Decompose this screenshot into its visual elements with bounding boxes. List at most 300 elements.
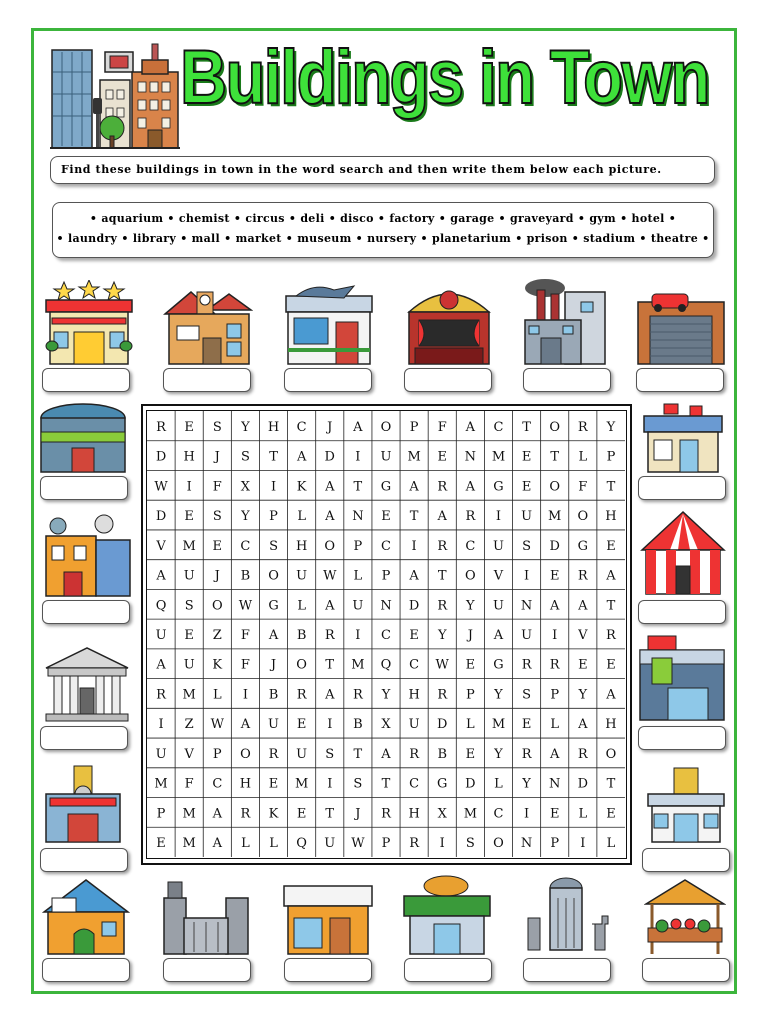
grid-letter[interactable]: A	[325, 479, 335, 495]
grid-letter[interactable]: O	[549, 419, 561, 435]
grid-letter[interactable]: H	[605, 509, 617, 525]
grid-letter[interactable]: C	[240, 538, 251, 554]
grid-letter[interactable]: L	[297, 509, 306, 525]
grid-letter[interactable]: N	[464, 449, 477, 465]
grid-letter[interactable]: W	[238, 598, 253, 614]
deli-market-icon	[400, 874, 494, 956]
answer-box-hotel[interactable]	[42, 368, 130, 392]
grid-letter[interactable]: G	[268, 598, 279, 614]
grid-letter[interactable]: M	[154, 776, 168, 792]
grid-letter[interactable]: R	[577, 568, 588, 584]
grid-letter[interactable]: A	[606, 568, 616, 584]
grid-letter[interactable]: N	[352, 509, 364, 525]
answer-box-prison[interactable]	[163, 958, 251, 982]
grid-letter[interactable]: P	[381, 568, 391, 584]
grid-letter[interactable]: I	[327, 717, 333, 733]
graveyard-icon	[522, 874, 610, 956]
grid-letter[interactable]: E	[409, 628, 419, 643]
grid-letter[interactable]: L	[241, 836, 250, 852]
grid-letter[interactable]: R	[437, 687, 448, 703]
grid-letter[interactable]: T	[325, 806, 335, 822]
grid-letter[interactable]: E	[212, 538, 223, 554]
grid-letter[interactable]: P	[381, 836, 391, 852]
grid-letter[interactable]: R	[577, 419, 588, 435]
grid-letter[interactable]: G	[577, 538, 589, 554]
grid-letter[interactable]: P	[550, 687, 560, 703]
grid-letter[interactable]: L	[466, 717, 475, 733]
answer-box-chemist[interactable]	[642, 848, 730, 872]
grid-letter[interactable]: Q	[380, 657, 392, 673]
grid-letter[interactable]: C	[465, 538, 476, 554]
answer-box-deli[interactable]	[638, 476, 726, 500]
grid-letter[interactable]: M	[294, 776, 309, 792]
grid-letter[interactable]: A	[212, 836, 222, 852]
grid-letter[interactable]: L	[578, 449, 588, 465]
grid-letter[interactable]: Y	[241, 419, 250, 435]
grid-letter[interactable]: A	[578, 717, 588, 733]
grid-letter[interactable]: H	[267, 419, 280, 435]
grid-letter[interactable]: I	[524, 568, 530, 584]
grid-letter[interactable]: X	[437, 806, 447, 822]
grid-letter[interactable]: T	[550, 449, 560, 465]
grid-letter[interactable]: Y	[466, 598, 475, 614]
grid-letter[interactable]: H	[295, 538, 308, 554]
grid-letter[interactable]: S	[184, 598, 194, 614]
grid-letter[interactable]: D	[437, 717, 448, 733]
grid-letter[interactable]: L	[212, 687, 222, 703]
grid-letter[interactable]: G	[437, 776, 448, 792]
grid-letter[interactable]: A	[325, 687, 335, 703]
grid-letter[interactable]: U	[155, 746, 167, 762]
grid-letter[interactable]: E	[549, 568, 560, 584]
grid-letter[interactable]: J	[467, 628, 473, 643]
planetarium-icon	[44, 514, 132, 598]
grid-letter[interactable]: A	[381, 746, 391, 762]
grid-letter[interactable]: T	[409, 509, 419, 525]
grid-letter[interactable]: N	[380, 598, 392, 614]
grid-letter[interactable]: A	[409, 568, 419, 584]
grid-row	[156, 450, 616, 465]
grid-letter[interactable]: L	[269, 836, 278, 852]
grid-letter[interactable]: E	[184, 628, 194, 643]
grid-letter[interactable]: D	[549, 538, 560, 554]
grid-letter[interactable]: W	[323, 568, 337, 584]
grid-letter[interactable]: C	[212, 776, 223, 792]
grid-letter[interactable]: S	[240, 449, 250, 465]
grid-letter[interactable]: M	[491, 717, 506, 733]
grid-letter[interactable]: I	[327, 776, 333, 792]
grid-letter[interactable]: C	[493, 806, 504, 822]
grid-letter[interactable]: I	[411, 538, 417, 554]
grid-letter[interactable]: P	[550, 836, 560, 852]
grid-letter[interactable]: P	[465, 687, 475, 703]
grid-letter[interactable]: R	[156, 687, 166, 703]
grid-letter[interactable]: C	[296, 419, 307, 435]
grid-letter[interactable]: L	[578, 806, 588, 822]
grid-letter[interactable]: M	[182, 538, 196, 554]
grid-letter[interactable]: O	[268, 568, 279, 584]
grid-letter[interactable]: A	[578, 598, 588, 614]
grid-letter[interactable]: H	[605, 717, 617, 733]
grid-letter[interactable]: E	[268, 776, 279, 792]
grid-letter[interactable]: T	[269, 449, 278, 465]
grid-letter[interactable]: R	[240, 806, 251, 822]
grid-letter[interactable]: R	[549, 657, 560, 673]
grid-letter[interactable]: S	[212, 509, 222, 525]
grid-letter[interactable]: Y	[494, 746, 503, 762]
grid-letter[interactable]: J	[355, 806, 361, 822]
grid-letter[interactable]: T	[353, 746, 363, 762]
grid-row	[156, 747, 617, 762]
grid-letter[interactable]: E	[606, 657, 616, 673]
grid-letter[interactable]: X	[381, 717, 391, 733]
grid-letter[interactable]: U	[155, 628, 167, 643]
grid-letter[interactable]: I	[552, 628, 558, 643]
grid-letter[interactable]: I	[495, 509, 502, 525]
grid-letter[interactable]: S	[522, 687, 532, 703]
grid-letter[interactable]: D	[155, 509, 167, 525]
grid-letter[interactable]: E	[606, 806, 616, 822]
grid-letter[interactable]: D	[465, 776, 476, 792]
grid-letter[interactable]: U	[492, 538, 504, 554]
grid-letter[interactable]: P	[409, 419, 419, 435]
grid-row	[155, 658, 615, 673]
grid-letter[interactable]: O	[549, 479, 561, 495]
grid-letter[interactable]: M	[548, 509, 562, 525]
grid-letter[interactable]: J	[327, 419, 333, 435]
grid-letter[interactable]: F	[240, 657, 250, 673]
grid-letter[interactable]: P	[212, 746, 222, 762]
grid-letter[interactable]: R	[268, 746, 279, 762]
grid-letter[interactable]: T	[437, 568, 447, 584]
grid-letter[interactable]: U	[268, 717, 280, 733]
grid-letter[interactable]: V	[156, 538, 166, 554]
grid-letter[interactable]: O	[577, 509, 589, 525]
grid-letter[interactable]: F	[578, 479, 588, 495]
answer-box-planetarium[interactable]	[42, 600, 130, 624]
answer-box-nursery[interactable]	[42, 958, 130, 982]
grid-letter[interactable]: E	[437, 449, 447, 465]
word-search-grid	[146, 410, 627, 859]
grid-letter[interactable]: T	[522, 419, 531, 435]
grid-letter[interactable]: I	[580, 836, 586, 852]
grid-letter[interactable]: E	[578, 657, 588, 673]
word-bank-line-2: • laundry • library • mall • market • museum • nursery • planetarium • prison • stadium • theatre •	[56, 232, 710, 245]
grid-letter[interactable]: U	[183, 568, 195, 584]
grid-row	[157, 806, 616, 821]
grid-letter[interactable]: A	[550, 598, 560, 614]
answer-box-library[interactable]	[163, 368, 251, 392]
grid-letter[interactable]: K	[212, 657, 223, 673]
grid-letter[interactable]: U	[521, 628, 533, 643]
grid-letter[interactable]: S	[212, 419, 222, 435]
grid-letter[interactable]: R	[156, 419, 166, 435]
grid-letter[interactable]: M	[182, 836, 196, 852]
grid-letter[interactable]: Y	[381, 687, 391, 703]
mall-icon	[638, 634, 726, 722]
grid-letter[interactable]: M	[463, 806, 478, 822]
grid-letter[interactable]: E	[521, 449, 532, 465]
grid-row	[154, 777, 615, 792]
grid-letter[interactable]: B	[240, 568, 251, 584]
grid-letter[interactable]: U	[521, 509, 533, 525]
grid-letter[interactable]: U	[492, 598, 504, 614]
grid-letter[interactable]: D	[155, 449, 167, 465]
grid-letter[interactable]: O	[324, 538, 336, 554]
grid-letter[interactable]: C	[409, 776, 420, 792]
grid-letter[interactable]: W	[351, 836, 365, 852]
grid-letter[interactable]: M	[407, 449, 421, 465]
instructions-text: Find these buildings in town in the word search and then write them below each picture.	[61, 163, 662, 176]
grid-letter[interactable]: T	[381, 776, 391, 792]
grid-letter[interactable]: V	[578, 628, 588, 643]
grid-letter[interactable]: E	[381, 509, 391, 525]
grid-letter[interactable]: T	[606, 479, 616, 495]
grid-letter[interactable]: E	[465, 746, 476, 762]
grid-letter[interactable]: A	[240, 717, 251, 733]
grid-letter[interactable]: U	[352, 598, 364, 614]
answer-box-market[interactable]	[642, 958, 730, 982]
grid-letter[interactable]: Y	[494, 687, 503, 703]
grid-letter[interactable]: U	[296, 746, 308, 762]
answer-box-theatre[interactable]	[404, 368, 492, 392]
grid-letter[interactable]: B	[268, 687, 279, 703]
grid-letter[interactable]: I	[158, 717, 164, 733]
grid-letter[interactable]: S	[325, 746, 335, 762]
grid-letter[interactable]: W	[154, 479, 168, 495]
grid-letter[interactable]: B	[353, 717, 363, 733]
grid-letter[interactable]: A	[550, 746, 560, 762]
grid-letter[interactable]: R	[437, 538, 448, 554]
grid-row	[158, 717, 616, 732]
grid-letter[interactable]: W	[435, 657, 449, 673]
grid-letter[interactable]: N	[520, 836, 533, 852]
grid-letter[interactable]: Z	[184, 717, 194, 733]
prison-icon	[160, 878, 250, 956]
grid-letter[interactable]: A	[156, 657, 166, 673]
grid-letter[interactable]: H	[408, 687, 420, 703]
grid-letter[interactable]: R	[352, 687, 363, 703]
grid-letter[interactable]: A	[268, 628, 279, 643]
grid-letter[interactable]: A	[325, 598, 335, 614]
grid-letter[interactable]: M	[182, 806, 196, 822]
answer-box-disco[interactable]	[40, 848, 128, 872]
grid-letter[interactable]: R	[409, 746, 420, 762]
grid-letter[interactable]: U	[296, 568, 308, 584]
grid-letter[interactable]: M	[182, 687, 196, 703]
grid-letter[interactable]: C	[409, 657, 420, 673]
grid-letter[interactable]: C	[493, 419, 504, 435]
grid-letter[interactable]: J	[214, 568, 220, 584]
grid-letter[interactable]: A	[606, 687, 616, 703]
grid-letter[interactable]: I	[524, 806, 530, 822]
grid-letter[interactable]: H	[408, 806, 420, 822]
grid-letter[interactable]: U	[380, 449, 392, 465]
grid-letter[interactable]: A	[465, 419, 476, 435]
grid-letter[interactable]: S	[465, 836, 475, 852]
grid-letter[interactable]: A	[493, 628, 504, 643]
circus-icon	[640, 510, 726, 596]
grid-letter[interactable]: U	[183, 657, 195, 673]
grid-letter[interactable]: E	[465, 657, 476, 673]
grid-letter[interactable]: F	[240, 628, 250, 643]
grid-letter[interactable]: L	[606, 836, 616, 852]
grid-letter[interactable]: R	[521, 746, 532, 762]
grid-letter[interactable]: F	[184, 776, 194, 792]
answer-box-shop[interactable]	[284, 958, 372, 982]
market-icon	[644, 878, 726, 956]
grid-letter[interactable]: C	[381, 628, 391, 643]
hotel-icon	[44, 280, 134, 366]
grid-row	[155, 539, 615, 554]
grid-letter[interactable]: O	[240, 746, 251, 762]
grid-letter[interactable]: D	[408, 598, 420, 614]
grid-letter[interactable]: N	[549, 776, 561, 792]
grid-letter[interactable]: E	[549, 806, 560, 822]
grid-letter[interactable]: E	[521, 717, 532, 733]
answer-box-garage[interactable]	[636, 368, 724, 392]
grid-letter[interactable]: T	[325, 657, 335, 673]
answer-box-stadium[interactable]	[40, 476, 128, 500]
grid-letter[interactable]: E	[296, 717, 307, 733]
grid-letter[interactable]: R	[521, 657, 532, 673]
nursery-icon	[42, 878, 130, 956]
grid-letter[interactable]: R	[409, 836, 420, 852]
grid-letter[interactable]: I	[355, 449, 361, 465]
grid-row	[155, 569, 616, 584]
grid-letter[interactable]: E	[184, 419, 194, 435]
grid-letter[interactable]: L	[494, 776, 503, 792]
grid-letter[interactable]: E	[184, 509, 194, 525]
grid-letter[interactable]: A	[353, 419, 363, 435]
answer-box-circus[interactable]	[638, 600, 726, 624]
grid-letter[interactable]: L	[353, 568, 363, 584]
grid-letter[interactable]: F	[437, 419, 447, 435]
grid-letter[interactable]: R	[437, 479, 448, 495]
grid-letter[interactable]: O	[296, 657, 307, 673]
instructions-box	[50, 156, 715, 184]
grid-letter[interactable]: A	[212, 806, 222, 822]
grid-letter[interactable]: N	[520, 598, 533, 614]
grid-letter[interactable]: Y	[437, 628, 447, 643]
grid-letter[interactable]: I	[355, 628, 361, 643]
grid-letter[interactable]: O	[605, 746, 617, 762]
grid-letter[interactable]: J	[214, 449, 220, 465]
grid-letter[interactable]: O	[380, 419, 392, 435]
grid-letter[interactable]: R	[577, 746, 588, 762]
grid-letter[interactable]: Y	[241, 509, 250, 525]
answer-box-museum[interactable]	[40, 726, 128, 750]
grid-letter[interactable]: Q	[155, 598, 167, 614]
grid-letter[interactable]: T	[606, 776, 616, 792]
grid-letter[interactable]: G	[493, 479, 504, 495]
grid-letter[interactable]: Y	[606, 419, 616, 435]
grid-letter[interactable]: A	[296, 449, 307, 465]
grid-letter[interactable]: Z	[212, 628, 222, 643]
grid-letter[interactable]: O	[493, 836, 504, 852]
grid-letter[interactable]: A	[465, 479, 476, 495]
answer-box-aquarium[interactable]	[284, 368, 372, 392]
grid-letter[interactable]: P	[353, 538, 363, 554]
grid-letter[interactable]: P	[269, 509, 278, 525]
grid-letter[interactable]: U	[324, 836, 336, 852]
grid-letter[interactable]: K	[296, 479, 307, 495]
grid-letter[interactable]: A	[156, 568, 166, 584]
grid-letter[interactable]: T	[353, 479, 363, 495]
answer-box-factory[interactable]	[523, 368, 611, 392]
grid-letter[interactable]: Q	[296, 836, 307, 852]
grid-letter[interactable]: I	[242, 687, 248, 703]
grid-letter[interactable]: D	[577, 776, 589, 792]
grid-letter[interactable]: G	[380, 479, 392, 495]
grid-letter[interactable]: O	[211, 598, 223, 614]
grid-letter[interactable]: R	[465, 509, 476, 525]
grid-letter[interactable]: S	[353, 776, 363, 792]
grid-letter[interactable]: K	[268, 806, 279, 822]
grid-letter[interactable]: R	[324, 628, 335, 643]
grid-letter[interactable]: S	[522, 538, 532, 554]
grid-letter[interactable]: A	[409, 479, 419, 495]
grid-letter[interactable]: I	[439, 836, 445, 852]
grid-letter[interactable]: V	[184, 746, 194, 762]
grid-letter[interactable]: P	[156, 806, 166, 822]
grid-letter[interactable]: Y	[578, 687, 588, 703]
grid-letter[interactable]: X	[240, 479, 251, 495]
grid-letter[interactable]: F	[212, 479, 222, 495]
grid-letter[interactable]: D	[324, 449, 335, 465]
grid-letter[interactable]: A	[325, 509, 335, 525]
grid-letter[interactable]: E	[296, 806, 307, 822]
grid-letter[interactable]: C	[381, 538, 391, 554]
grid-letter[interactable]: W	[210, 717, 224, 733]
grid-letter[interactable]: U	[408, 717, 420, 733]
disco-icon	[44, 764, 122, 844]
grid-letter[interactable]: J	[270, 657, 277, 673]
grid-letter[interactable]: O	[465, 568, 476, 584]
grid-letter[interactable]: E	[156, 836, 166, 852]
grid-letter[interactable]: H	[183, 449, 195, 465]
grid-letter[interactable]: E	[606, 538, 616, 554]
page-title: Buildings in Town	[180, 35, 709, 120]
grid-letter[interactable]: L	[297, 598, 306, 614]
grid-letter[interactable]: R	[606, 628, 616, 643]
grid-letter[interactable]: R	[437, 598, 448, 614]
answer-box-mall[interactable]	[638, 726, 726, 750]
answer-box-graveyard[interactable]	[523, 958, 611, 982]
grid-letter[interactable]: I	[270, 479, 277, 495]
grid-letter[interactable]: R	[296, 687, 307, 703]
grid-letter[interactable]: V	[493, 568, 504, 584]
grid-letter[interactable]: S	[269, 538, 278, 554]
grid-letter[interactable]: L	[550, 717, 560, 733]
grid-letter[interactable]: I	[186, 479, 192, 495]
grid-letter[interactable]: A	[437, 509, 447, 525]
grid-letter[interactable]: P	[606, 449, 616, 465]
grid-letter[interactable]: B	[437, 746, 448, 762]
grid-letter[interactable]: H	[239, 776, 252, 792]
grid-letter[interactable]: E	[521, 479, 532, 495]
grid-letter[interactable]: Y	[522, 776, 531, 792]
grid-letter[interactable]: M	[491, 449, 506, 465]
grid-letter[interactable]: R	[381, 806, 391, 822]
grid-letter[interactable]: M	[351, 657, 365, 673]
grid-letter[interactable]: T	[606, 598, 616, 614]
answer-box-deli-market[interactable]	[404, 958, 492, 982]
grid-letter[interactable]: B	[296, 628, 307, 643]
aquarium-icon	[284, 282, 374, 366]
library-icon	[163, 284, 253, 366]
grid-letter[interactable]: G	[493, 657, 504, 673]
